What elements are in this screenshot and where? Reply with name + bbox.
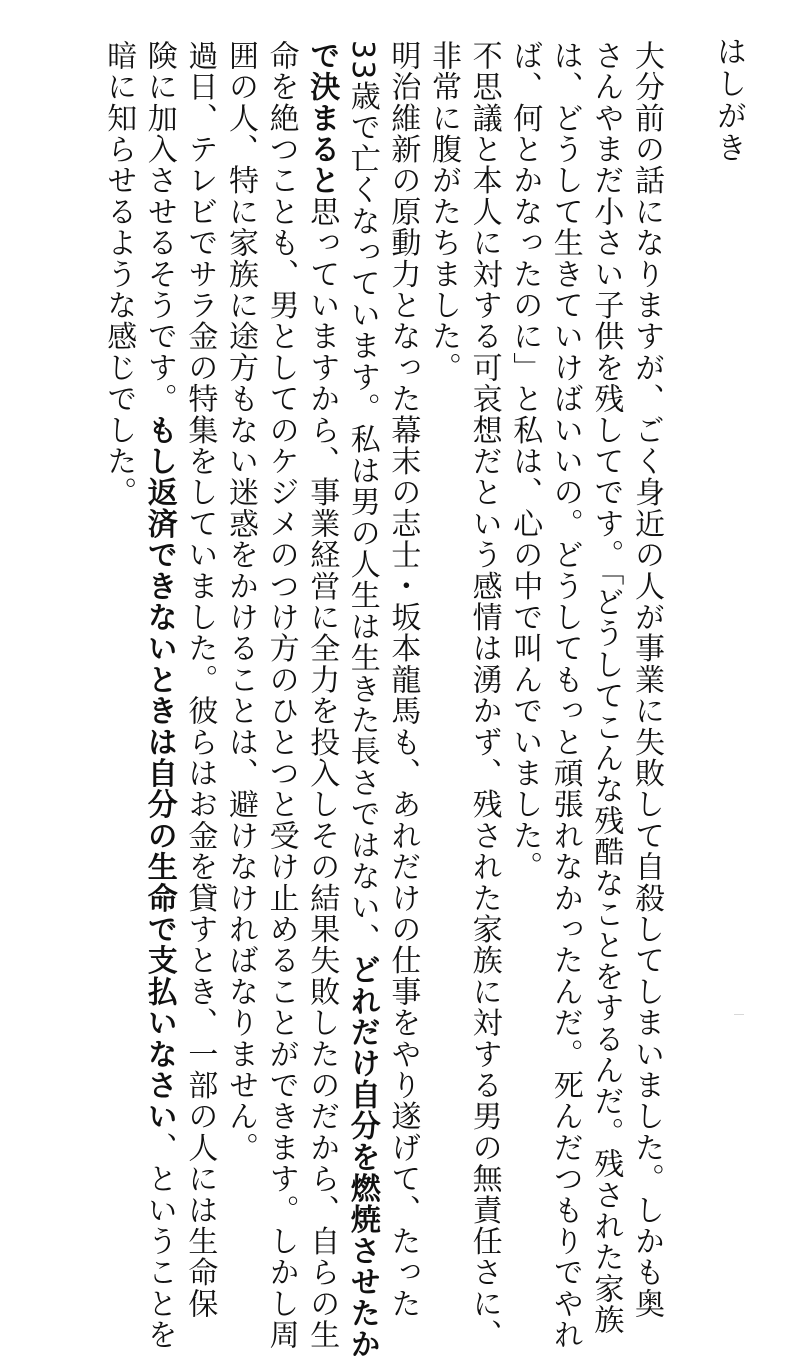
text-run: 思っていますから、事業経営に全力を投入しその結果失敗したのだから、自らの生 (304, 196, 340, 1351)
text-column (626, 40, 666, 1319)
scan-speck (734, 1014, 744, 1015)
text-run: 不思議と本人に対する可哀想だという感情は湧かず、残された家族に対する男の無責任さに、 (466, 40, 502, 1351)
text-run: 暗に知らせるような感じでした。 (101, 40, 137, 508)
text-run: さんやまだ小さい子供を残してです。「どうしてこんな残酷なことをするんだ。残された家族 (588, 40, 624, 1336)
text-column (464, 40, 504, 1350)
text-column (220, 40, 260, 1163)
text-run: 過日、テレビでサラ金の特集をしていました。彼らはお金を貸すとき、一部の人には生命保 (182, 40, 218, 1320)
text-column (179, 40, 219, 1319)
text-run: 明治維新の原動力となった幕末の志士・坂本龍馬も、あれだけの仕事をやり遂げて、たった (385, 40, 421, 1320)
text-run: 命を絶つことも、男としてのケジメのつけ方のひとつと受け止めることができます。しかし周 (263, 40, 299, 1351)
bold-text-run: もし返済できないときは自分の生命で支払いなさい (141, 414, 177, 1133)
text-run: 33歳で亡くなっています。私は男の人生は生きた長さではない、 (344, 40, 380, 955)
text-run: 囲の人、特に家族に途方もない迷惑をかけることは、避けなければなりません。 (223, 40, 258, 1164)
text-column (261, 40, 301, 1350)
text-run: 大分前の話になりますが、ごく身近の人が事業に失敗して自殺してしまいました。しかも奥 (629, 40, 664, 1320)
text-column (423, 40, 463, 383)
text-column (342, 40, 382, 1360)
text-column (301, 40, 341, 1350)
text-column (504, 40, 544, 882)
text-run: 、ということを (141, 1132, 177, 1351)
text-run: ば、何とかなったのに」と私は、心の中で叫んでいました。 (507, 40, 543, 883)
text-column (382, 40, 422, 1319)
bold-text-run: で決まると (304, 40, 340, 196)
text-run: 非常に腹がたちました。 (426, 40, 461, 384)
text-run: は、どうして生きていけばいいの。どうしてもっと頑張れなかったんだ。死んだつもりでやれ (547, 40, 583, 1351)
text-column (139, 40, 179, 1350)
text-run: 険に加入させるそうです。 (141, 40, 177, 415)
page-title: はしがき (711, 36, 746, 164)
text-column (585, 40, 625, 1335)
bold-text-run: どれだけ自分を燃焼させたか (344, 954, 380, 1360)
text-column (545, 40, 585, 1350)
text-column (98, 40, 138, 508)
